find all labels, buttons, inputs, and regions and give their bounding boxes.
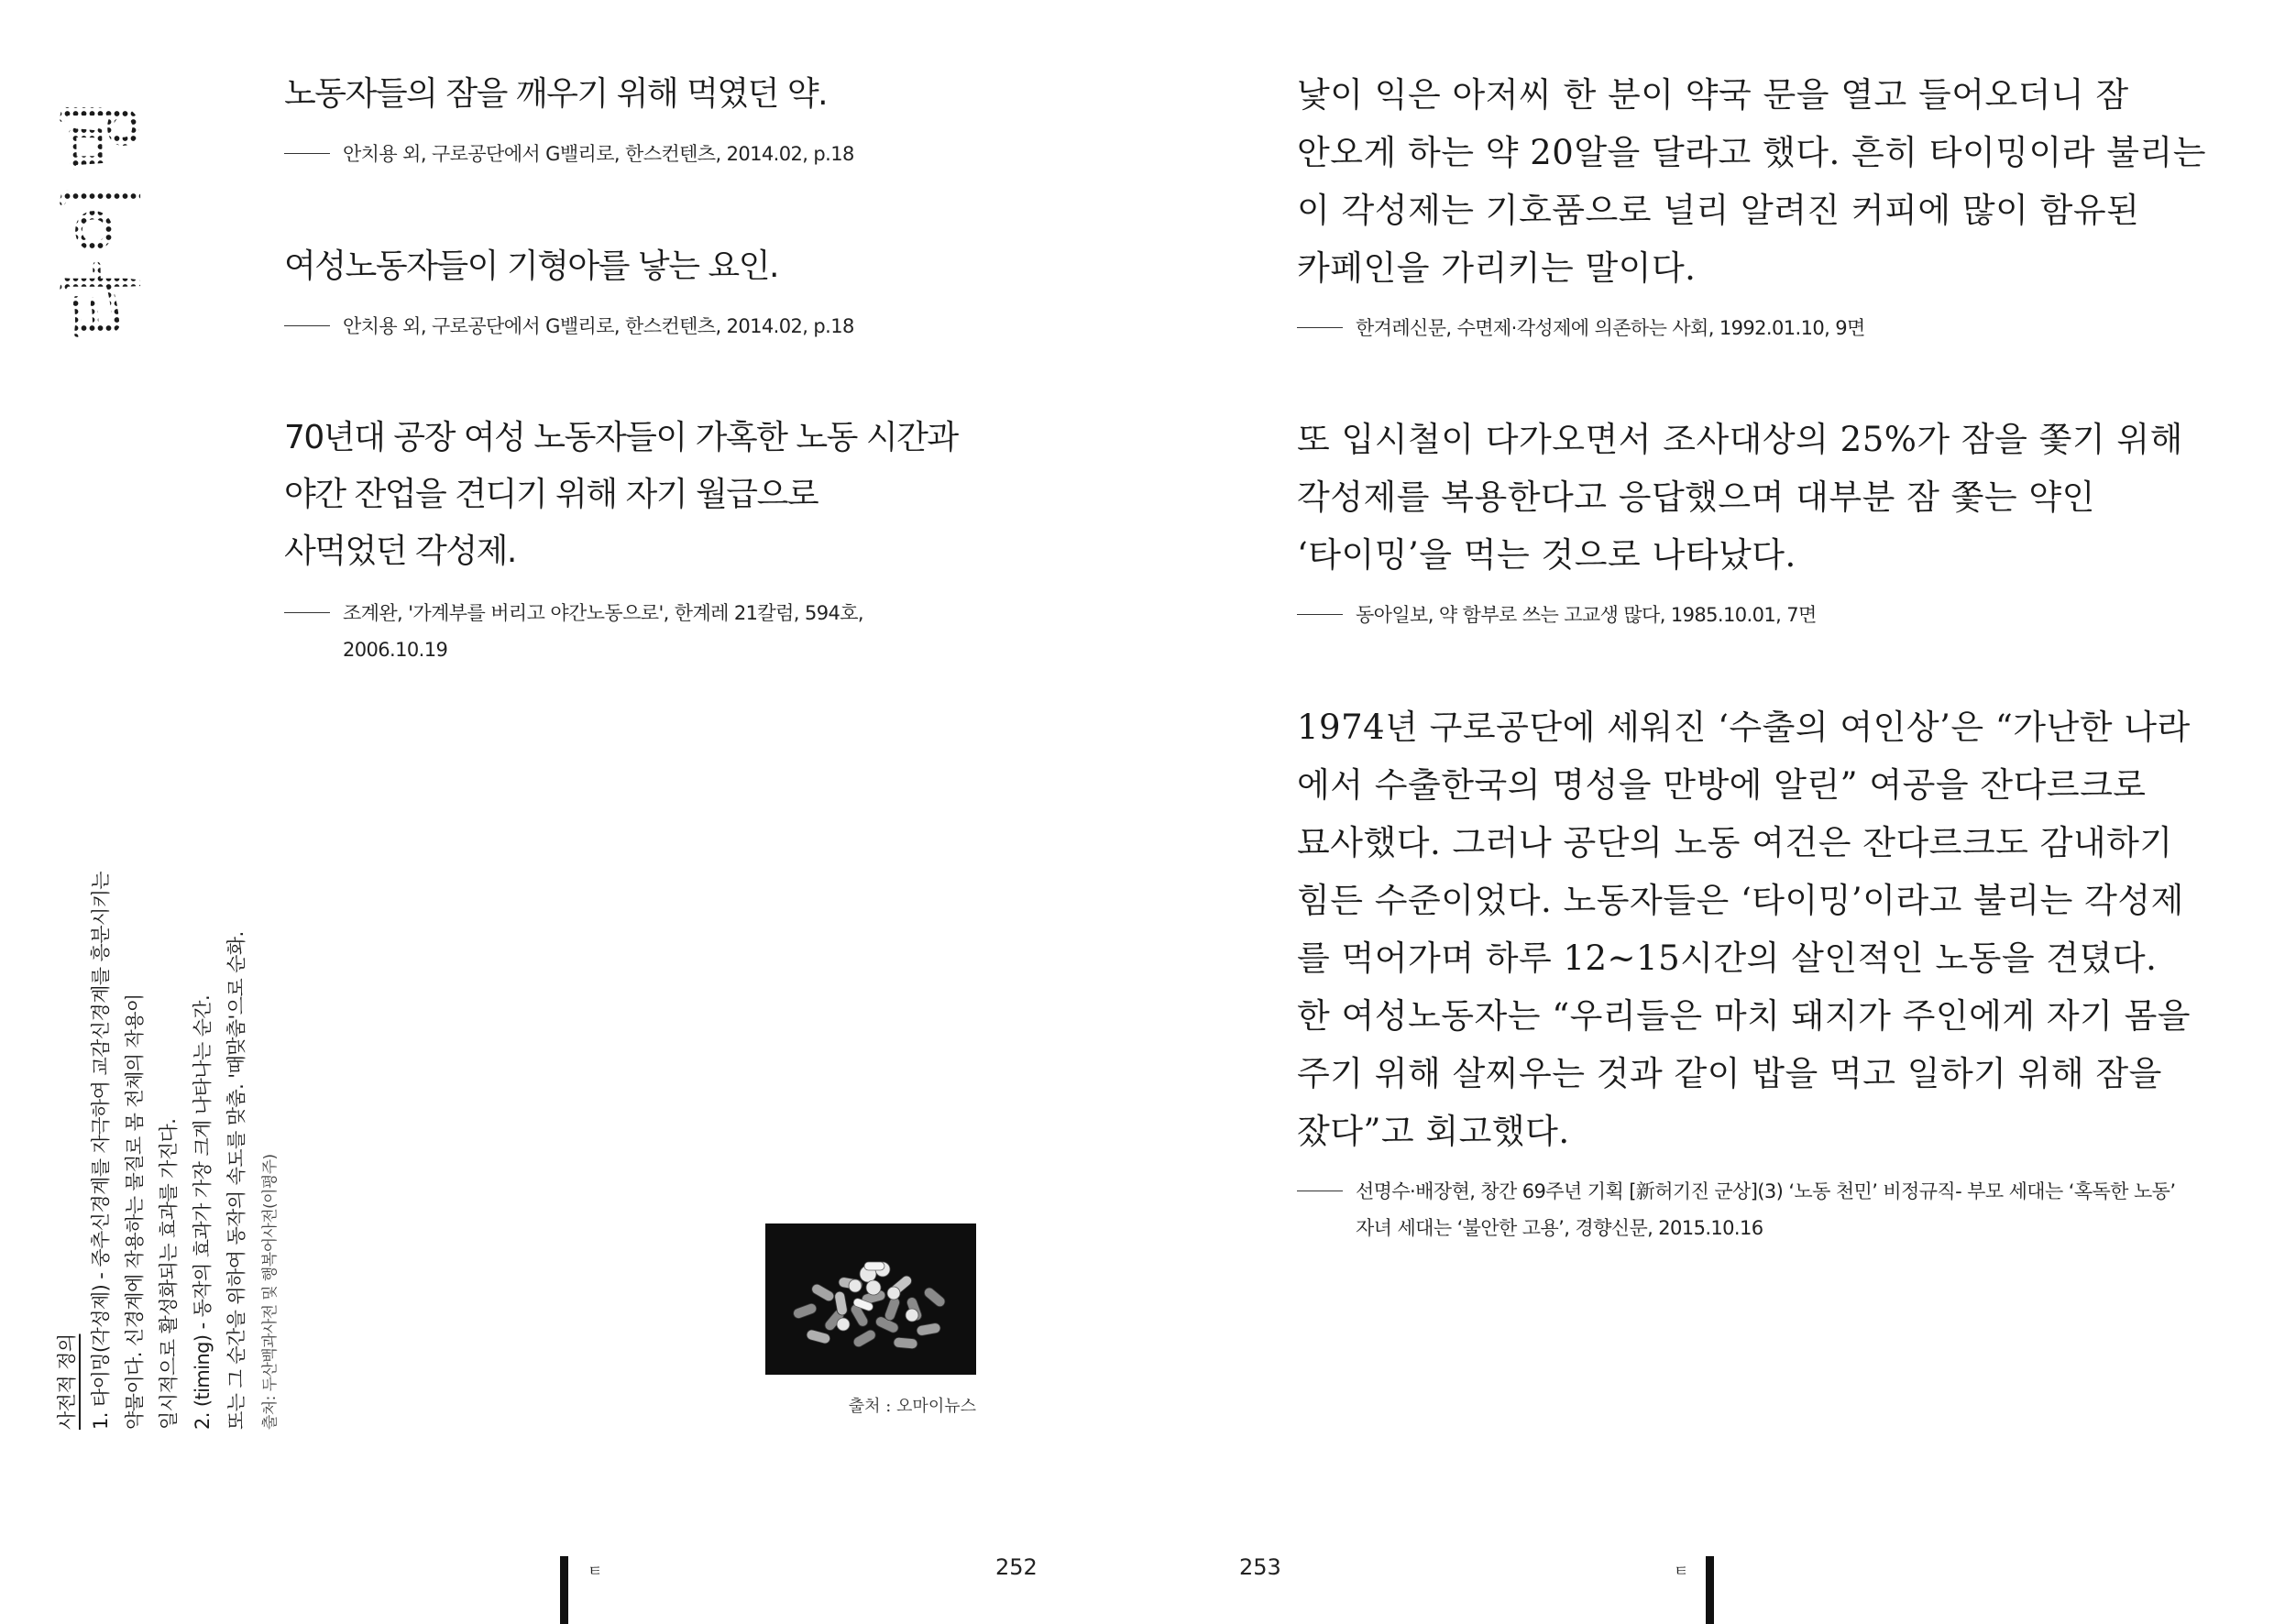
source-line: 2006.10.19 [343, 639, 448, 661]
left-quote-2 [284, 238, 999, 345]
left-quote-1 [284, 66, 999, 172]
quote-line: 낯이 익은 아저씨 한 분이 약국 문을 열고 들어오더니 잠 [1297, 75, 2129, 115]
dictionary-line: 일시적으로 활성화되는 효과를 가진다. [158, 1118, 180, 1430]
source-line: 자녀 세대는 ‘불안한 고용’, 경향신문, 2015.10.16 [1356, 1217, 1763, 1239]
dictionary-line: 약물이다. 신경계에 작용하는 물질로 몸 전체의 작용이 [124, 993, 146, 1430]
image-caption: 출처 : 오마이뉴스 [848, 1397, 976, 1416]
quote-line: 각성제를 복용한다고 응답했으며 대부분 잠 쫓는 약인 [1297, 477, 2095, 517]
quote-source [1297, 1173, 2232, 1246]
source-line: 안치용 외, 구로공단에서 G밸리로, 한스컨텐츠, 2014.02, p.18 [343, 315, 854, 337]
pills-photo [765, 1223, 976, 1375]
source-line: 선명수·배장현, 창간 69주년 기획 [新허기진 군상](3) ‘노동 천민’ 비정규직- 부모 세대는 ‘혹독한 노동’ [1356, 1180, 2176, 1202]
right-footer-bar [1706, 1556, 1714, 1624]
quote-line: 사먹었던 각성제. [284, 532, 516, 570]
quote-line: 여성노동자들이 기형아를 낳는 요인. [284, 247, 778, 285]
dictionary-heading: 사전적 정의 [56, 1333, 78, 1430]
chapter-title-text: 타이밍 [55, 90, 149, 341]
quote-line: 이 각성제는 기호품으로 널리 알려진 커피에 많이 함유된 [1297, 191, 2140, 230]
dictionary-line: 2. (timing) - 동작의 효과가 가장 크게 나타나는 순간. [192, 994, 214, 1430]
quote-line: 힘든 수준이었다. 노동자들은 ‘타이밍’이라고 불리는 각성제 [1297, 881, 2184, 920]
source-line: 한겨레신문, 수면제·각성제에 의존하는 사회, 1992.01.10, 9면 [1356, 317, 1865, 339]
quote-line: 한 여성노동자는 “우리들은 마치 돼지가 주인에게 자기 몸을 [1297, 996, 2192, 1036]
left-footer-mark: ㅌ [588, 1563, 603, 1581]
dictionary-line: 또는 그 순간을 위하여 동작의 속도를 맞춤. '때맞춤'으로 순화. [225, 931, 247, 1430]
chapter-title [48, 64, 158, 367]
right-quote-1 [1297, 66, 2232, 346]
left-page-number: 252 [995, 1554, 1038, 1580]
dictionary-definition [50, 843, 280, 1430]
dictionary-source: 출처: 두산백과사전 및 행복어사전(이평주) [261, 1154, 280, 1430]
source-line: 안치용 외, 구로공단에서 G밸리로, 한스컨텐츠, 2014.02, p.18 [343, 143, 854, 165]
dictionary-line: 1. 타이밍(각성제) - 중추신경계를 자극하여 교감신경계를 흥분시키는 [90, 872, 112, 1430]
quote-line: 또 입시철이 다가오면서 조사대상의 25%가 잠을 쫓기 위해 [1297, 420, 2183, 459]
left-quote-3 [284, 410, 999, 668]
quote-line: 야간 잔업을 견디기 위해 자기 월급으로 [284, 476, 818, 513]
right-quote-3 [1297, 698, 2232, 1246]
quote-line: 안오게 하는 약 20알을 달라고 했다. 흔히 타이밍이라 불리는 [1297, 133, 2206, 172]
quote-source [1297, 597, 2232, 633]
quote-line: 에서 수출한국의 명성을 만방에 알린” 여공을 잔다르크로 [1297, 765, 2147, 805]
source-line: 조계완, '가계부를 버리고 야간노동으로', 한계레 21칼럼, 594호, [343, 602, 863, 624]
source-line: 동아일보, 약 함부로 쓰는 고교생 많다, 1985.10.01, 7면 [1356, 604, 1817, 626]
quote-line: 노동자들의 잠을 깨우기 위해 먹였던 약. [284, 75, 828, 113]
quote-line: 70년대 공장 여성 노동자들이 가혹한 노동 시간과 [284, 419, 958, 456]
quote-line: ‘타이밍’을 먹는 것으로 나타났다. [1297, 535, 1796, 575]
quote-line: 카페인을 가리키는 말이다. [1297, 248, 1697, 288]
right-quote-2 [1297, 411, 2232, 633]
quote-source [284, 595, 999, 668]
quote-source [1297, 310, 2232, 346]
left-footer-bar [560, 1556, 568, 1624]
right-footer-mark: ㅌ [1674, 1563, 1689, 1581]
quote-line: 잤다”고 회고했다. [1297, 1112, 1570, 1151]
quote-line: 묘사했다. 그러나 공단의 노동 여건은 잔다르크도 감내하기 [1297, 823, 2173, 862]
quote-source [284, 308, 999, 345]
quote-line: 주기 위해 살찌우는 것과 같이 밥을 먹고 일하기 위해 잠을 [1297, 1054, 2162, 1093]
pills-image [765, 1223, 976, 1375]
quote-line: 1974년 구로공단에 세워진 ‘수출의 여인상’은 “가난한 나라 [1297, 708, 2191, 747]
quote-source [284, 136, 999, 172]
quote-line: 를 먹어가며 하루 12~15시간의 살인적인 노동을 견뎠다. [1297, 938, 2158, 978]
right-page-number: 253 [1239, 1554, 1281, 1580]
